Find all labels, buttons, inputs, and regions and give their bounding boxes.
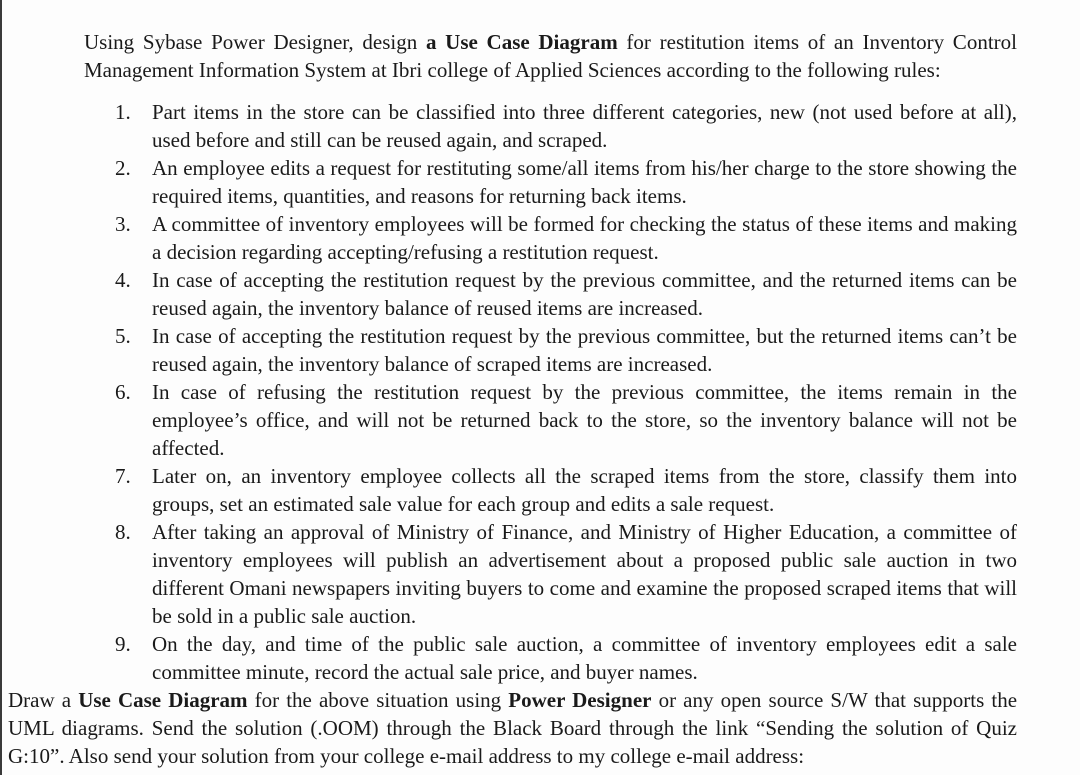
rule-number: 6. bbox=[115, 380, 131, 404]
rule-number: 8. bbox=[115, 520, 131, 544]
intro-text-2: for restitution items of an Inventory Control Management Information System at Ibri college of Applied Sciences according to the following rules: bbox=[84, 30, 1017, 82]
list-item bbox=[84, 98, 1017, 154]
rule-text: An employee edits a request for restituting some/all items from his/her charge to the store showing the required items, quantities, and reasons for returning back items. bbox=[152, 156, 1017, 208]
rule-number: 5. bbox=[115, 324, 131, 348]
list-item bbox=[84, 266, 1017, 322]
rule-text: In case of accepting the restitution request by the previous committee, but the returned items can’t be reused again, the inventory balance of scraped items are increased. bbox=[152, 324, 1017, 376]
rule-text: After taking an approval of Ministry of Finance, and Ministry of Higher Education, a committee of inventory employees will publish an advertisement about a proposed public sale auction in two different Omani newspapers inviting buyers to come and examine the proposed scraped items that will be sold in a public sale auction. bbox=[152, 520, 1017, 628]
intro-paragraph bbox=[84, 28, 1017, 84]
rule-number: 3. bbox=[115, 212, 131, 236]
closing-bold-use-case: Use Case Diagram bbox=[78, 688, 248, 712]
closing-text-2: for the above situation using bbox=[247, 688, 509, 712]
rules-list bbox=[84, 98, 1017, 686]
closing-bold-power-designer: Power Designer bbox=[508, 688, 652, 712]
list-item bbox=[84, 154, 1017, 210]
rule-text: Part items in the store can be classified into three different categories, new (not used before at all), used before and still can be reused again, and scraped. bbox=[152, 100, 1017, 152]
rule-text: In case of refusing the restitution request by the previous committee, the items remain in the employee’s office, and will not be returned back to the store, so the inventory balance will not be affected. bbox=[152, 380, 1017, 460]
rule-number: 9. bbox=[115, 632, 131, 656]
closing-paragraph bbox=[8, 686, 1017, 770]
list-item bbox=[84, 210, 1017, 266]
rule-text: Later on, an inventory employee collects all the scraped items from the store, classify them into groups, set an estimated sale value for each group and edits a sale request. bbox=[152, 464, 1017, 516]
rule-number: 4. bbox=[115, 268, 131, 292]
rule-number: 7. bbox=[115, 464, 131, 488]
list-item bbox=[84, 462, 1017, 518]
rule-text: On the day, and time of the public sale auction, a committee of inventory employees edit a sale committee minute, record the actual sale price, and buyer names. bbox=[152, 632, 1017, 684]
rule-text: A committee of inventory employees will be formed for checking the status of these items and making a decision regarding accepting/refusing a restitution request. bbox=[152, 212, 1017, 264]
list-item bbox=[84, 518, 1017, 630]
list-item bbox=[84, 378, 1017, 462]
rule-number: 2. bbox=[115, 156, 131, 180]
list-item bbox=[84, 322, 1017, 378]
intro-text-1: Using Sybase Power Designer, design bbox=[84, 30, 426, 54]
intro-bold-use-case: a Use Case Diagram bbox=[425, 30, 618, 54]
closing-text-1: Draw a bbox=[8, 688, 79, 712]
rule-number: 1. bbox=[115, 100, 131, 124]
page-left-border bbox=[0, 0, 2, 775]
list-item bbox=[84, 630, 1017, 686]
rule-text: In case of accepting the restitution request by the previous committee, and the returned items can be reused again, the inventory balance of reused items are increased. bbox=[152, 268, 1017, 320]
closing-text-3: or any open source S/W that supports the UML diagrams. Send the solution (.OOM) through the Black Board through the link “Sending the solution of Quiz G:10”. Also send your solution from your college e-mail address to my college e-mail address: bbox=[8, 688, 1018, 768]
